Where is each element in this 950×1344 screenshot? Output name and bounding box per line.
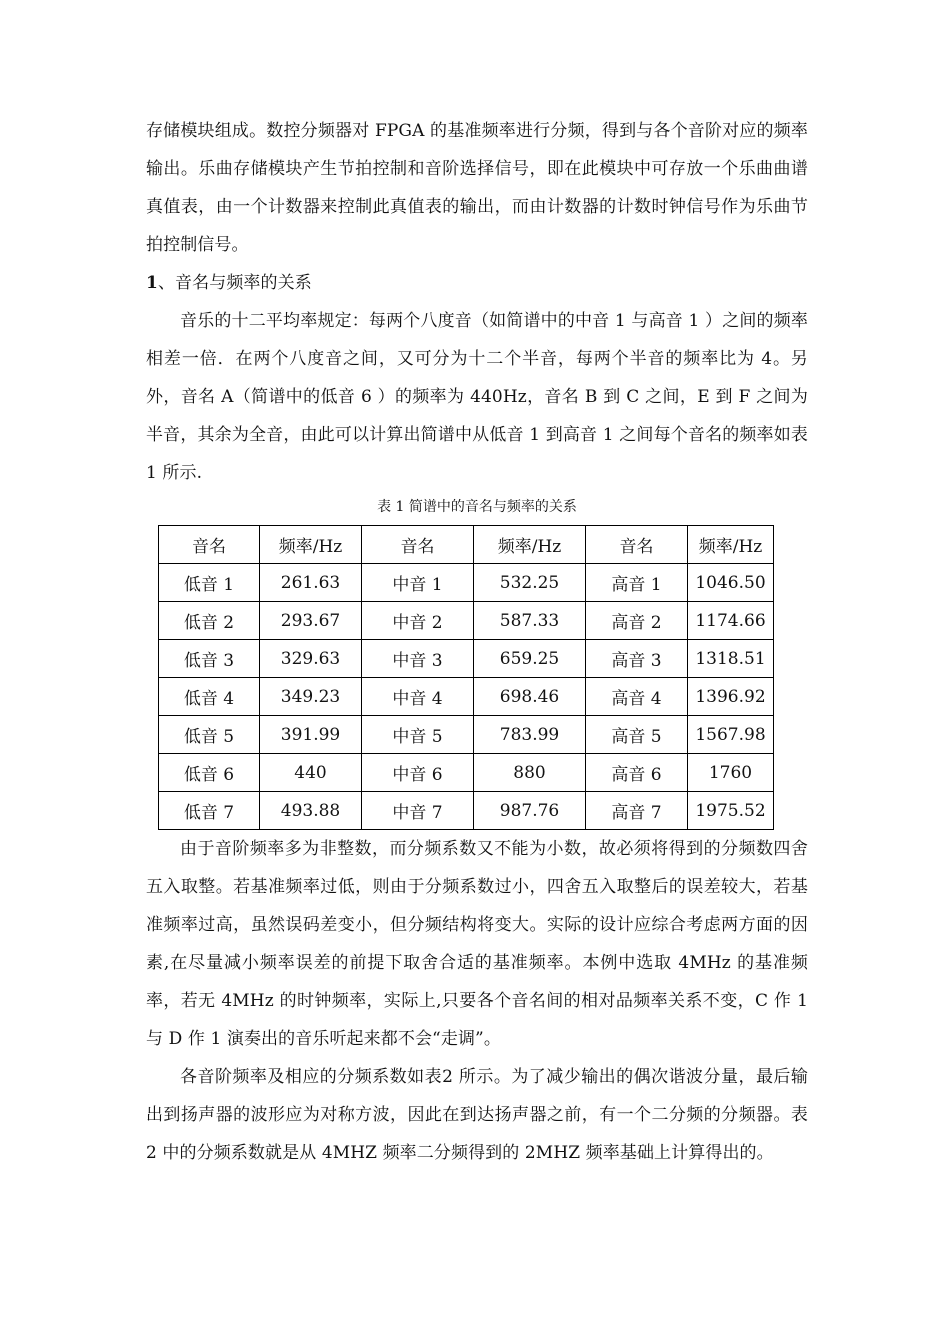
table-cell: 1396.92 [688,678,774,716]
table-cell: 659.25 [474,640,586,678]
table-cell: 低音 7 [159,792,260,830]
table-cell: 高音 3 [586,640,688,678]
table-cell: 987.76 [474,792,586,830]
table-cell: 349.23 [260,678,362,716]
table-header-cell: 音名 [159,526,260,564]
table-cell: 中音 2 [362,602,474,640]
table-row [159,716,774,754]
table-cell: 中音 6 [362,754,474,792]
table-cell: 783.99 [474,716,586,754]
table-header-row [159,526,774,564]
table-caption: 表 1 简谱中的音名与频率的关系 [377,499,577,515]
table-cell: 低音 1 [159,564,260,602]
table-cell: 493.88 [260,792,362,830]
table-row [159,754,774,792]
table-cell: 698.46 [474,678,586,716]
table-cell: 440 [260,754,362,792]
table-cell: 高音 7 [586,792,688,830]
table-cell: 1567.98 [688,716,774,754]
table-cell: 中音 1 [362,564,474,602]
table-cell: 1174.66 [688,602,774,640]
table-cell: 中音 3 [362,640,474,678]
table-cell: 1975.52 [688,792,774,830]
table-cell: 中音 5 [362,716,474,754]
table-row [159,792,774,830]
table-cell: 高音 6 [586,754,688,792]
table-cell: 1760 [688,754,774,792]
text-block-top [146,112,808,492]
frequency-table [158,525,774,830]
table-cell: 低音 3 [159,640,260,678]
table-header-cell: 音名 [586,526,688,564]
table-cell: 高音 4 [586,678,688,716]
table-header-cell: 频率/Hz [260,526,362,564]
table-header-cell: 音名 [362,526,474,564]
table-cell: 261.63 [260,564,362,602]
table-cell: 低音 2 [159,602,260,640]
section-number: 1 [146,273,158,293]
table-cell: 中音 4 [362,678,474,716]
table-cell: 高音 5 [586,716,688,754]
table-cell: 329.63 [260,640,362,678]
table-row [159,640,774,678]
table-cell: 低音 4 [159,678,260,716]
text-block-bottom [146,830,808,1172]
table-cell: 532.25 [474,564,586,602]
table-header-cell: 频率/Hz [474,526,586,564]
table-row [159,602,774,640]
table-header-cell: 频率/Hz [688,526,774,564]
table-cell: 880 [474,754,586,792]
table-row [159,678,774,716]
paragraph-rounding: 由于音阶频率多为非整数，而分频系数又不能为小数，故必须将得到的分频数四舍五入取整。若基准频率过低，则由于分频系数过小，四舍五入取整后的误差较大，若基准频率过高，虽然误码差变小，但分频结构将变大。实际的设计应综合考虑两方面的因素,在尽量减小频率误差的前提下取舍合适的基准频率。本例中选取 4MHz 的基准频率，若无 4MHz 的时钟频率，实际上,只要各个音名间的相对品频率关系不变，C 作 1 与 D 作 1 演奏出的音乐听起来都不会“走调”。 [146,839,808,1049]
table-cell: 587.33 [474,602,586,640]
paragraph-divider: 各音阶频率及相应的分频系数如表2 所示。为了减少输出的偶次谐波分量，最后输出到扬声器的波形应为对称方波，因此在到达扬声器之前，有一个二分频的分频器。表 2 中的分频系数就是从 4MHZ 频率二分频得到的 2MHZ 频率基础上计算得出的。 [146,1067,808,1163]
table-cell: 293.67 [260,602,362,640]
table-cell: 1318.51 [688,640,774,678]
table-cell: 低音 6 [159,754,260,792]
paragraph-twelve-tone: 音乐的十二平均率规定：每两个八度音（如简谱中的中音 1 与高音 1 ）之间的频率相差一倍．在两个八度音之间，又可分为十二个半音，每两个半音的频率比为 4。另外，音名 A（简谱中的低音 6 ）的频率为 440Hz，音名 B 到 C 之间，E 到 F 之间为半音，其余为全音，由此可以计算出简谱中从低音 1 到高音 1 之间每个音名的频率如表 1 所示. [146,311,808,483]
section-heading [146,264,808,302]
table-cell: 中音 7 [362,792,474,830]
table-cell: 高音 2 [586,602,688,640]
section-title: 、音名与频率的关系 [157,273,312,293]
table-cell: 高音 1 [586,564,688,602]
paragraph-storage-module: 存储模块组成。数控分频器对 FPGA 的基准频率进行分频，得到与各个音阶对应的频率输出。乐曲存储模块产生节拍控制和音阶选择信号，即在此模块中可存放一个乐曲曲谱真值表，由一个计数器来控制此真值表的输出，而由计数器的计数时钟信号作为乐曲节拍控制信号。 [146,121,808,255]
table-cell: 1046.50 [688,564,774,602]
table-cell: 低音 5 [159,716,260,754]
table-row [159,564,774,602]
table-cell: 391.99 [260,716,362,754]
